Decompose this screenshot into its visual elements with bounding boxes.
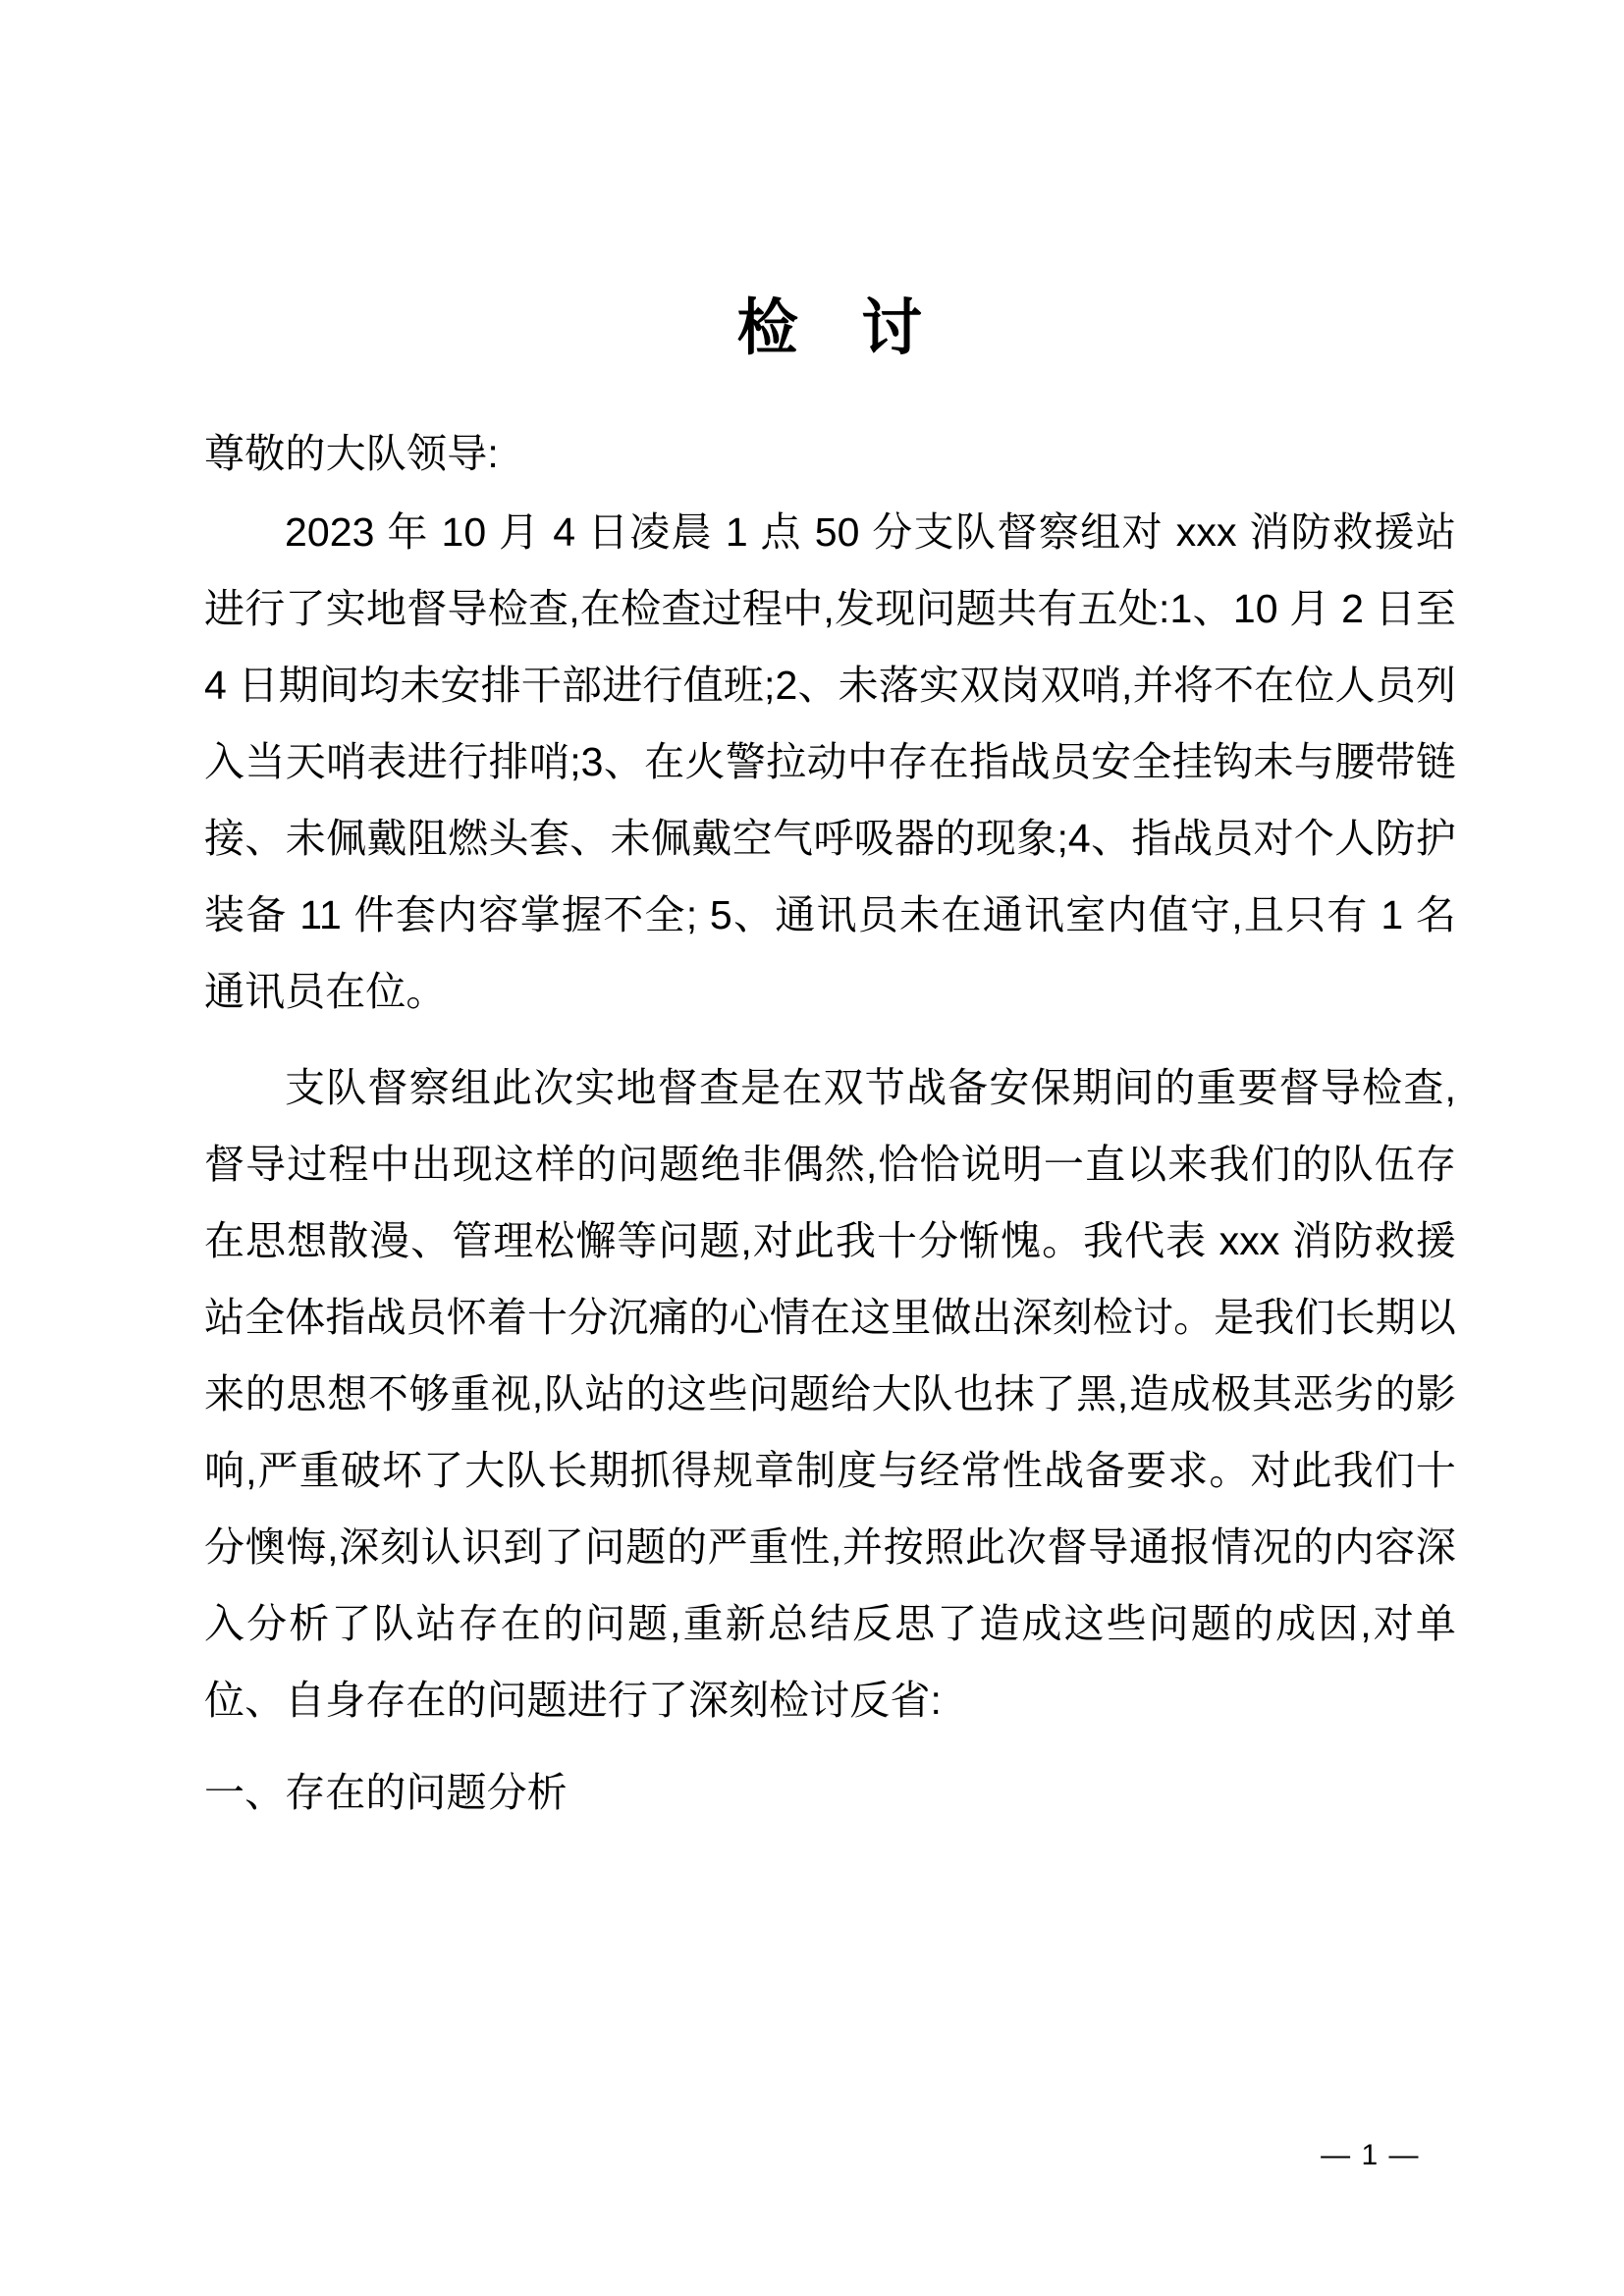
body-paragraph-1: 2023 年 10 月 4 日凌晨 1 点 50 分支队督察组对 xxx 消防救援站进行了实地督导检查,在检查过程中,发现问题共有五处:1、10 月 2 日至 4 日期间均未安排干部进行值班;2、未落实双岗双哨,并将不在位人员列入当天哨表进行排哨;3、在火警拉动中存在指战员安全挂钩未与腰带链接、未佩戴阻燃头套、未佩戴空气呼吸器的现象;4、指战员对个人防护装备 11 件套内容掌握不全; 5、通讯员未在通讯室内值守,且只有 1 名通讯员在位。 <box>204 509 1456 1015</box>
body-paragraph-2: 支队督察组此次实地督查是在双节战备安保期间的重要督导检查,督导过程中出现这样的问题绝非偶然,恰恰说明一直以来我们的队伍存在思想散漫、管理松懈等问题,对此我十分惭愧。我代表 xxx 消防救援站全体指战员怀着十分沉痛的心情在这里做出深刻检讨。是我们长期以来的思想不够重视,队站的这些问题给大队也抹了黑,造成极其恶劣的影响,严重破坏了大队长期抓得规章制度与经常性战备要求。对此我们十分懊悔,深刻认识到了问题的严重性,并按照此次督导通报情况的内容深入分析了队站存在的问题,重新总结反思了造成这些问题的成因,对单位、自身存在的问题进行了深刻检讨反省: <box>204 1065 1456 1724</box>
document-content <box>204 0 1456 1831</box>
page-title: 检 讨 <box>736 294 924 362</box>
page-number: — 1 — <box>1321 2139 1420 2171</box>
section-heading-1: 一、存在的问题分析 <box>204 1770 568 1816</box>
salutation-line: 尊敬的大队领导: <box>204 431 500 477</box>
